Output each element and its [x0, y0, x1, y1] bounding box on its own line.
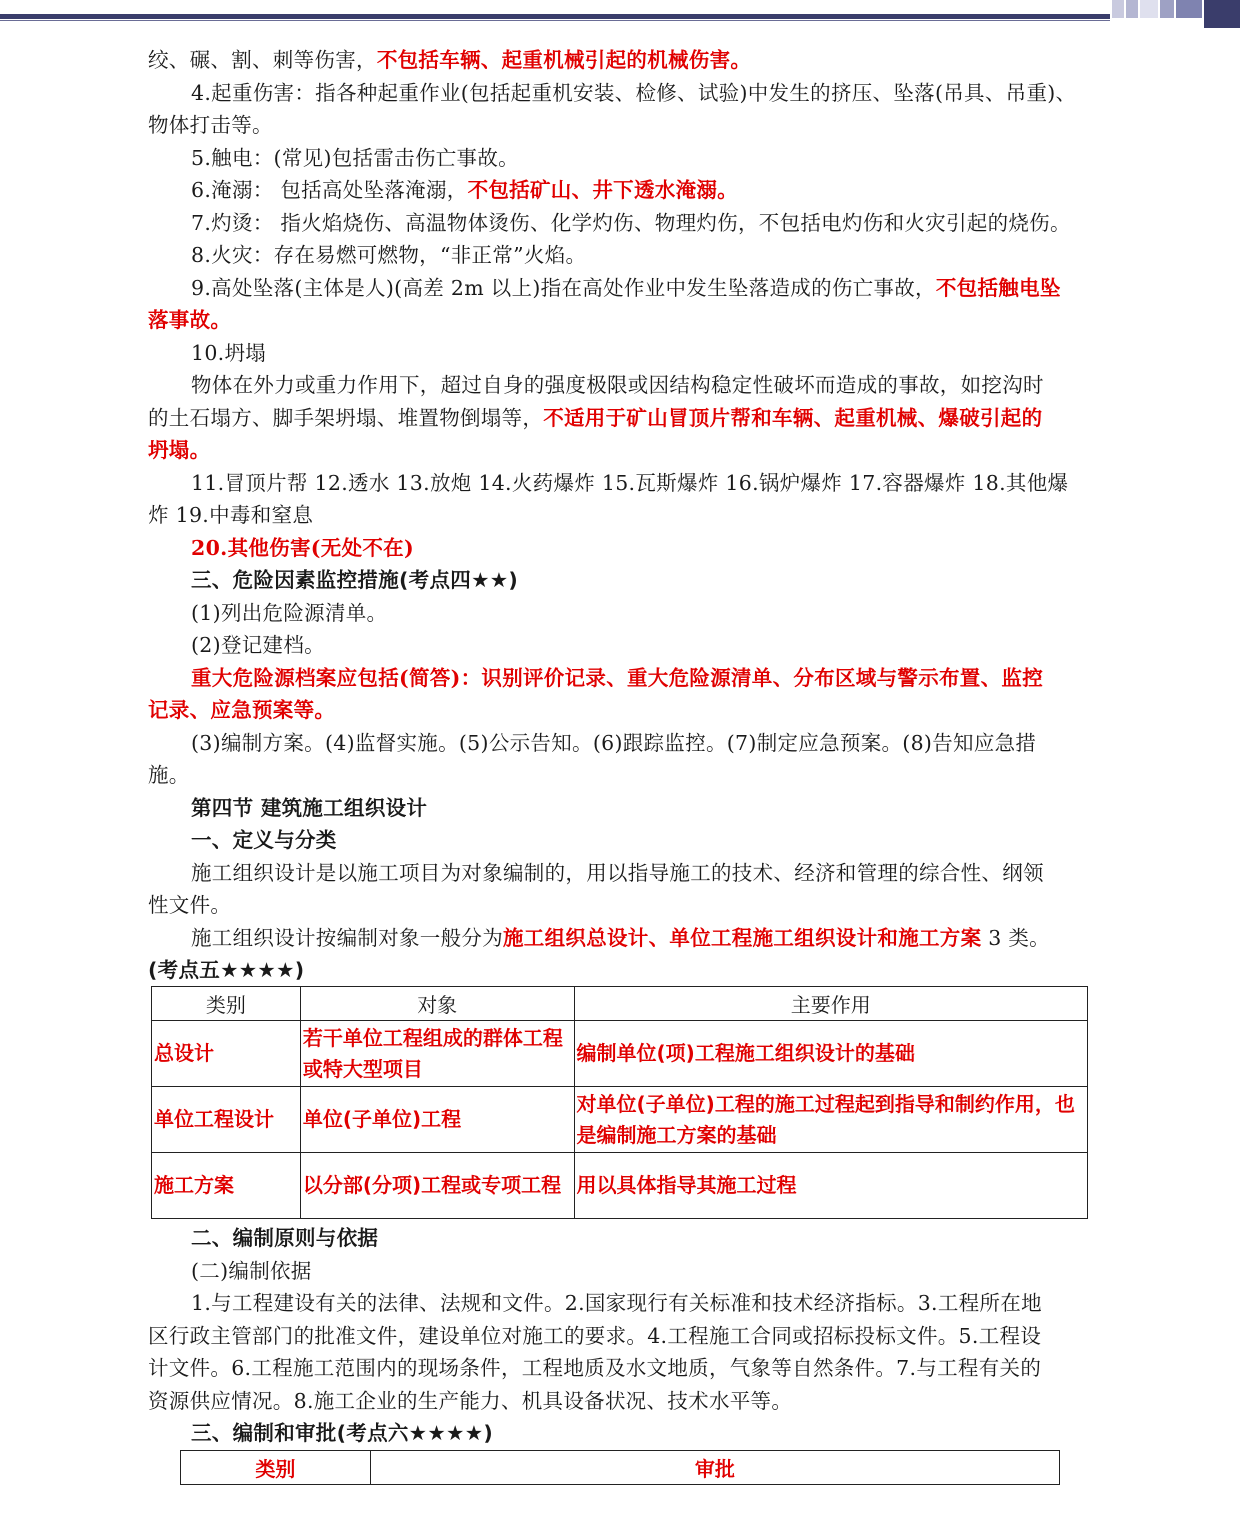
archive-note-cont: 记录、应急预案等。	[148, 698, 336, 722]
classification-text: 施工组织设计按编制对象一般分为施工组织总设计、单位工程施工组织设计和施工方案 3 类。	[191, 925, 1050, 950]
table-cell: 总设计	[152, 1021, 301, 1087]
item-fall-cont: 落事故。	[148, 308, 232, 332]
table-header-cell: 审批	[370, 1451, 1059, 1485]
header-decor-square	[1140, 0, 1158, 18]
measure-item: (1)列出危险源清单。	[191, 600, 388, 625]
table-cell: 编制单位(项)工程施工组织设计的基础	[574, 1021, 1087, 1087]
table-cell: 施工方案	[152, 1153, 301, 1219]
table-header-cell: 对象	[300, 987, 574, 1021]
header-decor-square	[1160, 0, 1174, 18]
highlight-text: 不包括车辆、起重机械引起的机械伤害。	[376, 48, 752, 72]
section-heading: 二、编制原则与依据	[191, 1226, 379, 1250]
item-fire: 8.火灾：存在易燃可燃物，“非正常”火焰。	[191, 243, 587, 267]
table-header-cell: 主要作用	[574, 987, 1087, 1021]
item-lifting-injury-cont: 物体打击等。	[148, 113, 273, 137]
table-header-row	[152, 987, 1088, 1021]
item-electric-shock: 5.触电：(常见)包括雷击伤亡事故。	[191, 145, 519, 170]
item-list-11-18: 11.冒顶片帮 12.透水 13.放炮 14.火药爆炸 15.瓦斯爆炸 16.锅炉爆炸 17.容器爆炸 18.其他爆	[191, 470, 1069, 495]
item-burns: 7.灼烫： 指火焰烧伤、高温物体烫伤、化学灼伤、物理灼伤，不包括电灼伤和火灾引起的烧伤。	[191, 210, 1071, 235]
table-cell: 单位(子单位)工程	[300, 1087, 574, 1153]
basis-list-cont: 计文件。6.工程施工范围内的现场条件，工程地质及水文地质，气象等自然条件。7.与工程有关的	[148, 1356, 1042, 1380]
highlight-text: 不适用于矿山冒顶片帮和车辆、起重机械、爆破引起的	[543, 405, 1043, 430]
document-body-continued	[148, 1222, 1094, 1450]
table-cell: 对单位(子单位)工程的施工过程起到指导和制约作用，也是编制施工方案的基础	[574, 1087, 1087, 1153]
section-heading: 一、定义与分类	[191, 828, 337, 852]
item-collapse-desc: 物体在外力或重力作用下，超过自身的强度极限或因结构稳定性破坏而造成的事故，如挖沟时	[191, 373, 1044, 397]
highlight-text: 不包括矿山、井下透水淹溺。	[467, 178, 738, 202]
table-row	[152, 1087, 1088, 1153]
definition-text: 施工组织设计是以施工项目为对象编制的，用以指导施工的技术、经济和管理的综合性、纲领	[191, 860, 1044, 885]
table-cell: 以分部(分项)工程或专项工程	[300, 1153, 574, 1219]
item-collapse-title: 10.坍塌	[191, 340, 267, 365]
design-types-table	[151, 986, 1088, 1219]
highlight-text: 不包括触电坠	[935, 275, 1061, 300]
highlight-text: 施工组织总设计、单位工程施工组织设计和施工方案	[503, 925, 982, 950]
measure-item: (2)登记建档。	[191, 633, 325, 657]
item-drowning: 6.淹溺： 包括高处坠落淹溺，不包括矿山、井下透水淹溺。	[191, 178, 738, 202]
paragraph-continuation: 绞、碾、割、刺等伤害，不包括车辆、起重机械引起的机械伤害。	[148, 48, 752, 72]
table-row	[152, 1153, 1088, 1219]
table-cell: 若干单位工程组成的群体工程或特大型项目	[300, 1021, 574, 1087]
basis-list: 1.与工程建设有关的法律、法规和文件。2.国家现行有关标准和技术经济指标。3.工程所在地	[191, 1291, 1042, 1315]
measure-list-cont: 施。	[148, 763, 190, 787]
item-list-19: 炸 19.中毒和窒息	[148, 503, 314, 527]
header-decor-square	[1176, 0, 1202, 18]
subsection-heading: (二)编制依据	[191, 1258, 312, 1283]
table-header-row	[181, 1451, 1060, 1485]
item-fall: 9.高处坠落(主体是人)(高差 2m 以上)指在高处作业中发生坠落造成的伤亡事故，不包括触电坠	[191, 275, 1061, 300]
item-collapse-desc-end: 坍塌。	[148, 438, 211, 462]
section-heading: 三、危险因素监控措施(考点四★★)	[191, 568, 519, 592]
basis-list-cont: 区行政主管部门的批准文件，建设单位对施工的要求。4.工程施工合同或招标投标文件。5.工程设	[148, 1323, 1042, 1348]
item-collapse-desc-cont: 的土石塌方、脚手架坍塌、堆置物倒塌等，不适用于矿山冒顶片帮和车辆、起重机械、爆破引起的	[148, 405, 1043, 430]
document-body	[148, 44, 1094, 987]
basis-list-cont: 资源供应情况。8.施工企业的生产能力、机具设备状况、技术水平等。	[148, 1388, 793, 1413]
item-other-injury: 20.其他伤害(无处不在)	[191, 535, 414, 560]
definition-text-cont: 性文件。	[148, 893, 232, 917]
chapter-heading: 第四节 建筑施工组织设计	[191, 795, 428, 820]
table-header-cell: 类别	[181, 1451, 371, 1485]
section-heading: 三、编制和审批(考点六★★★★)	[191, 1421, 494, 1445]
header-rule-thin	[0, 20, 1110, 21]
archive-note: 重大危险源档案应包括(简答)：识别评价记录、重大危险源清单、分布区域与警示布置、监控	[191, 665, 1043, 690]
table-row	[152, 1021, 1088, 1087]
table-cell: 单位工程设计	[152, 1087, 301, 1153]
key-point-label: (考点五★★★★)	[148, 958, 305, 982]
header-decor-square	[1126, 0, 1138, 18]
header-rule	[0, 14, 1110, 19]
item-lifting-injury: 4.起重伤害：指各种起重作业(包括起重机安装、检修、试验)中发生的挤压、坠落(吊具、吊重)、	[191, 80, 1077, 105]
approval-table	[180, 1450, 1060, 1485]
measure-list: (3)编制方案。(4)监督实施。(5)公示告知。(6)跟踪监控。(7)制定应急预案。(8)告知应急措	[191, 730, 1037, 755]
header-decor-square	[1112, 0, 1124, 18]
table-header-cell: 类别	[152, 987, 301, 1021]
header-decor-square	[1204, 0, 1240, 28]
table-cell: 用以具体指导其施工过程	[574, 1153, 1087, 1219]
